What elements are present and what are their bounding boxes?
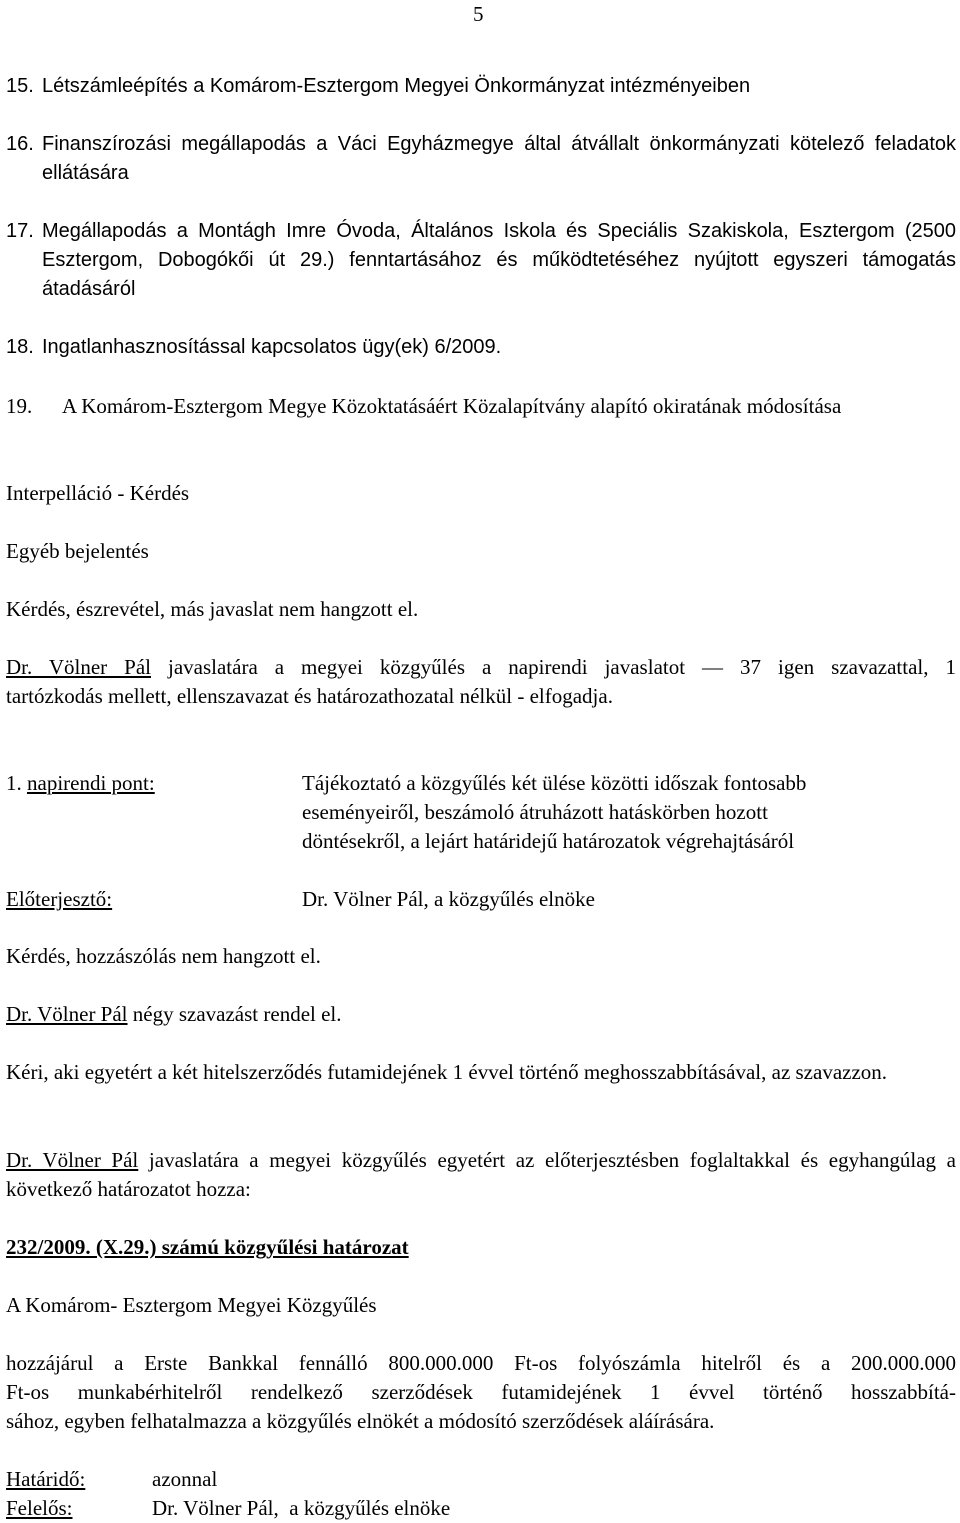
napirend-title [302, 769, 952, 856]
deadline-value: azonnal [152, 1467, 218, 1491]
four-votes-paragraph [6, 1000, 956, 1029]
napirend-number: 1. [6, 771, 22, 795]
napirend-title-line: döntésekről, a lejárt határidejű határozatok végrehajtásáról [302, 829, 795, 853]
decision-intro-paragraph [6, 1146, 956, 1204]
napirend-title-line: Tájékoztató a közgyűlés két ülése közötti időszak fontosabb [302, 771, 807, 795]
agenda-item-number: 19. [6, 394, 33, 418]
resolution-body-heading: A Komárom- Esztergom Megyei Közgyűlés [6, 1293, 377, 1317]
agenda-item-number: 15. [6, 75, 34, 97]
agenda-item-number: 18. [6, 336, 34, 358]
no-questions-note: Kérdés, észrevétel, más javaslat nem hangzott el. [6, 597, 419, 621]
resolution-body [6, 1349, 956, 1436]
napirend-label: napirendi pont: [27, 771, 155, 795]
resolution-title: 232/2009. (X.29.) számú közgyűlési határozat [6, 1235, 409, 1259]
resolution-body-line: sához, egyben felhatalmazza a közgyűlés elnökét a módosító szerződések aláírására. [6, 1409, 715, 1433]
agenda-vote-paragraph [6, 653, 956, 711]
section-interpellacio: Interpelláció - Kérdés [6, 481, 190, 505]
agenda-vote-line-1 [6, 653, 956, 682]
agenda-item-text: Megállapodás a Montágh Imre Óvoda, Általános Iskola és Speciális Szakiskola, Esztergom (2500 Esztergom, Dobogókői út 29.) fenntartásához és működtetéséhez nyújtott egyszeri támogatás átadásáról [42, 220, 956, 300]
chair-name: Dr. Völner Pál [6, 1002, 128, 1026]
napirend-title-line: eseményeiről, beszámoló átruházott hatáskörben hozott [302, 800, 768, 824]
agenda-item-17 [6, 217, 956, 304]
responsible-label: Felelős: [6, 1496, 73, 1520]
section-egyeb-bejelentes: Egyéb bejelentés [6, 539, 149, 563]
agenda-item-number: 16. [6, 133, 34, 155]
decision-intro-text: javaslatára a megyei közgyűlés egyetért az előterjesztésben foglaltakkal és egyhangúlag a következő határozatot hozza: [6, 1148, 956, 1201]
no-discussion-note: Kérdés, hozzászólás nem hangzott el. [6, 944, 321, 968]
four-votes-text: négy szavazást rendel el. [127, 1002, 342, 1026]
napirend-heading [6, 769, 155, 798]
agenda-item-text: Ingatlanhasznosítással kapcsolatos ügy(ek) 6/2009. [42, 336, 502, 358]
agenda-item-number: 17. [6, 220, 34, 242]
agenda-item-text: Létszámleépítés a Komárom-Esztergom Megyei Önkormányzat intézményeiben [42, 75, 751, 97]
agenda-item-16 [6, 130, 956, 188]
responsible-value: Dr. Völner Pál, a közgyűlés elnöke [152, 1496, 451, 1520]
resolution-body-line: hozzájárul a Erste Bankkal fennálló 800.000.000 Ft-os folyószámla hitelről és a 200.000.000 [6, 1351, 956, 1375]
agenda-item-text: Finanszírozási megállapodás a Váci Egyházmegye által átvállalt önkormányzati kötelező feladatok ellátására [42, 133, 956, 184]
agenda-item-18 [6, 333, 956, 362]
agenda-item-19 [6, 392, 956, 421]
agenda-item-text: A Komárom-Esztergom Megye Közoktatásáért Közalapítvány alapító okiratának módosítása [62, 394, 842, 418]
chair-name: Dr. Völner Pál [6, 655, 151, 679]
agenda-vote-line-2: tartózkodás mellett, ellenszavazat és határozathozatal nélkül - elfogadja. [6, 684, 613, 708]
request-vote-paragraph: Kéri, aki egyetért a két hitelszerződés futamidejének 1 évvel történő meghosszabbításával, az szavazzon. [6, 1060, 888, 1084]
deadline-label: Határidő: [6, 1467, 86, 1491]
presenter-label: Előterjesztő: [6, 887, 113, 911]
presenter-value: Dr. Völner Pál, a közgyűlés elnöke [302, 887, 595, 911]
page-number: 5 [473, 2, 484, 26]
agenda-vote-text: javaslatára a megyei közgyűlés a napirendi javaslatot — 37 igen szavazattal, 1 [151, 655, 956, 679]
chair-name: Dr. Völner Pál [6, 1148, 139, 1172]
agenda-item-15 [6, 72, 956, 101]
resolution-body-line: Ft-os munkabérhitelről rendelkező szerződések futamidejének 1 évvel történő hosszabbítá- [6, 1380, 956, 1404]
